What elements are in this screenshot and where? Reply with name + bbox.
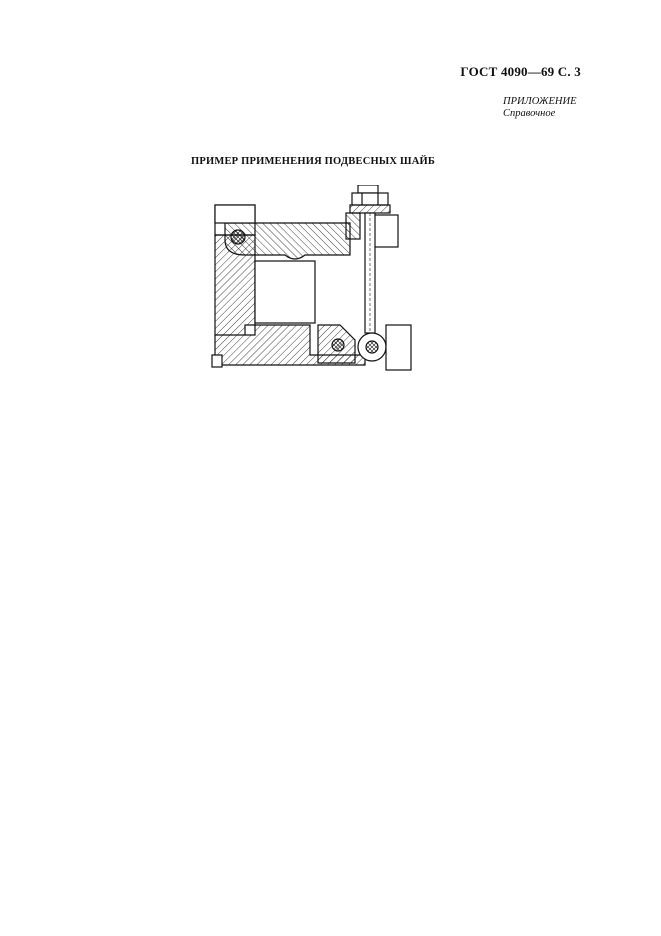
page-header-standard: ГОСТ 4090—69 С. 3	[460, 64, 581, 79]
appendix-subtitle: Справочное	[503, 108, 556, 119]
appendix-label	[503, 96, 577, 120]
appendix-title: ПРИЛОЖЕНИЕ	[503, 96, 577, 107]
figure-title: ПРИМЕР ПРИМЕНЕНИЯ ПОДВЕСНЫХ ШАЙБ	[191, 156, 436, 167]
mechanical-drawing	[210, 185, 415, 375]
lever-top	[215, 205, 350, 259]
cavity	[255, 261, 315, 323]
